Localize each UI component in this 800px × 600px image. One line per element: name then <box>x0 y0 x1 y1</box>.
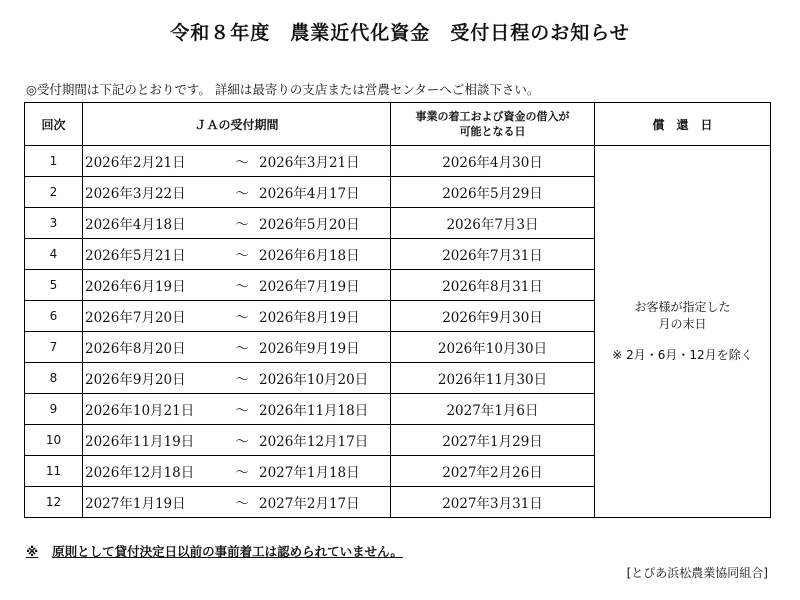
period-to: 2026年3月21日 <box>259 155 360 171</box>
acceptance-period <box>83 270 391 301</box>
start-date: 2027年3月31日 <box>391 487 595 518</box>
header-start-line2: 可能となる日 <box>459 125 526 138</box>
start-date: 2026年10月30日 <box>391 332 595 363</box>
organization-name: [とぴあ浜松農業協同組合] <box>626 566 768 580</box>
period-to: 2026年5月20日 <box>259 217 360 233</box>
round-number: 9 <box>25 394 83 425</box>
period-from: 2026年6月19日 <box>85 279 186 295</box>
round-number: 5 <box>25 270 83 301</box>
acceptance-period <box>83 146 391 177</box>
period-from: 2026年9月20日 <box>85 372 186 388</box>
header-start-date <box>391 103 595 146</box>
round-number: 6 <box>25 301 83 332</box>
period-from: 2026年3月22日 <box>85 186 186 202</box>
round-number: 11 <box>25 456 83 487</box>
acceptance-period <box>83 177 391 208</box>
period-tilde: ～ <box>235 341 249 357</box>
round-number: 3 <box>25 208 83 239</box>
start-date: 2027年1月29日 <box>391 425 595 456</box>
repay-note: ※ 2月・6月・12月を除く <box>612 348 753 362</box>
start-date: 2026年8月31日 <box>391 270 595 301</box>
period-from: 2026年11月19日 <box>85 434 195 450</box>
page-title: 令和８年度 農業近代化資金 受付日程のお知らせ <box>170 22 630 44</box>
round-number: 2 <box>25 177 83 208</box>
start-date: 2027年2月26日 <box>391 456 595 487</box>
period-to: 2026年10月20日 <box>259 372 369 388</box>
repayment-cell <box>595 146 771 518</box>
period-from: 2026年4月18日 <box>85 217 186 233</box>
footnote-text: 原則として貸付決定日以前の事前着工は認められていません。 <box>52 544 403 559</box>
start-date: 2027年1月6日 <box>391 394 595 425</box>
period-to: 2026年12月17日 <box>259 434 369 450</box>
acceptance-period <box>83 332 391 363</box>
acceptance-period <box>83 456 391 487</box>
round-number: 7 <box>25 332 83 363</box>
start-date: 2026年7月3日 <box>391 208 595 239</box>
period-from: 2026年10月21日 <box>85 403 195 419</box>
table-row <box>25 146 771 177</box>
start-date: 2026年7月31日 <box>391 239 595 270</box>
period-tilde: ～ <box>235 279 249 295</box>
acceptance-period <box>83 487 391 518</box>
round-number: 12 <box>25 487 83 518</box>
repay-line2: 月の末日 <box>658 317 707 331</box>
period-tilde: ～ <box>235 248 249 264</box>
period-tilde: ～ <box>235 372 249 388</box>
period-to: 2026年6月18日 <box>259 248 360 264</box>
notice-text: ◎受付期間は下記のとおりです。 詳細は最寄りの支店または営農センターへご相談下さい。 <box>26 82 540 97</box>
round-number: 1 <box>25 146 83 177</box>
period-from: 2026年2月21日 <box>85 155 186 171</box>
period-to: 2026年4月17日 <box>259 186 360 202</box>
header-start-line1: 事業の着工および資金の借入が <box>415 110 570 123</box>
schedule-table <box>24 102 771 518</box>
period-tilde: ～ <box>235 465 249 481</box>
repay-line1: お客様が指定した <box>634 300 731 314</box>
acceptance-period <box>83 301 391 332</box>
period-to: 2026年7月19日 <box>259 279 360 295</box>
period-from: 2026年12月18日 <box>85 465 195 481</box>
round-number: 4 <box>25 239 83 270</box>
acceptance-period <box>83 239 391 270</box>
period-from: 2026年5月21日 <box>85 248 186 264</box>
period-tilde: ～ <box>235 155 249 171</box>
round-number: 8 <box>25 363 83 394</box>
acceptance-period <box>83 208 391 239</box>
period-tilde: ～ <box>235 310 249 326</box>
period-tilde: ～ <box>235 496 249 512</box>
header-repay-date: 償 還 日 <box>595 103 771 146</box>
start-date: 2026年9月30日 <box>391 301 595 332</box>
header-period: ＪＡの受付期間 <box>83 103 391 146</box>
start-date: 2026年5月29日 <box>391 177 595 208</box>
period-to: 2027年2月17日 <box>259 496 360 512</box>
period-tilde: ～ <box>235 403 249 419</box>
acceptance-period <box>83 394 391 425</box>
period-to: 2026年11月18日 <box>259 403 369 419</box>
period-to: 2027年1月18日 <box>259 465 360 481</box>
period-from: 2027年1月19日 <box>85 496 186 512</box>
period-tilde: ～ <box>235 434 249 450</box>
footnote-mark: ※ <box>26 544 39 559</box>
start-date: 2026年4月30日 <box>391 146 595 177</box>
period-to: 2026年8月19日 <box>259 310 360 326</box>
acceptance-period <box>83 425 391 456</box>
round-number: 10 <box>25 425 83 456</box>
table-header-row <box>25 103 771 146</box>
start-date: 2026年11月30日 <box>391 363 595 394</box>
period-to: 2026年9月19日 <box>259 341 360 357</box>
period-from: 2026年7月20日 <box>85 310 186 326</box>
header-round: 回次 <box>25 103 83 146</box>
acceptance-period <box>83 363 391 394</box>
period-tilde: ～ <box>235 186 249 202</box>
period-tilde: ～ <box>235 217 249 233</box>
footnote <box>26 542 403 560</box>
period-from: 2026年8月20日 <box>85 341 186 357</box>
